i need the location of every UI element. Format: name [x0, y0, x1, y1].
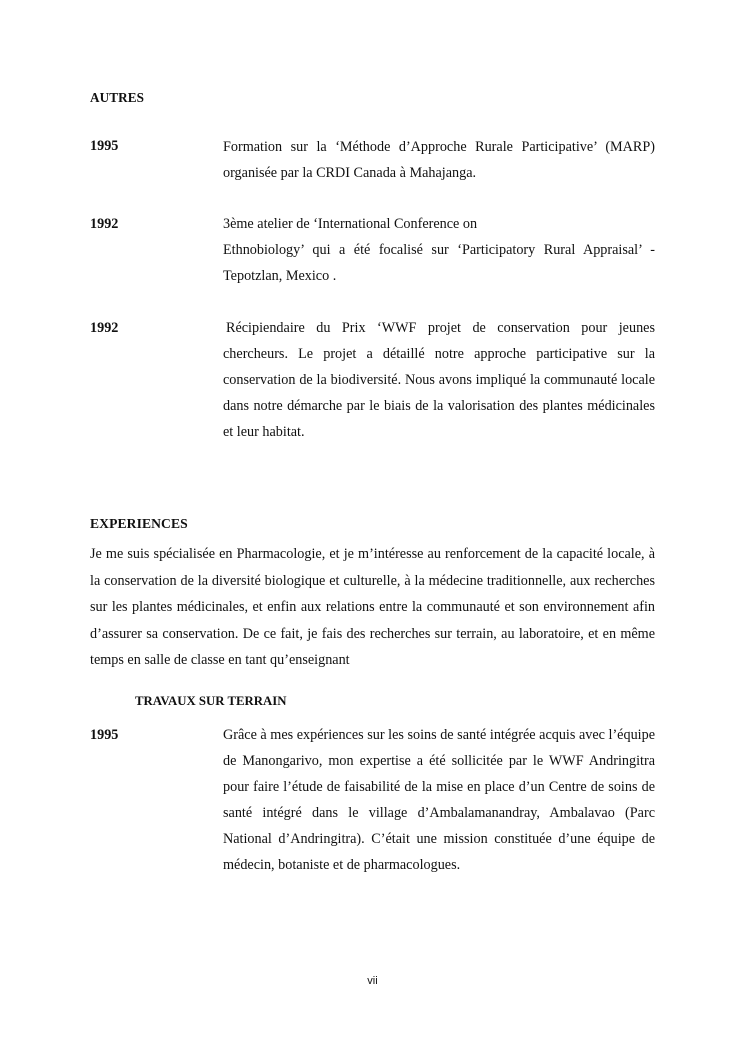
page-number: vii	[367, 975, 378, 987]
entry-description	[223, 211, 655, 289]
entry-year: 1992	[90, 216, 119, 232]
entry-year: 1995	[90, 727, 119, 743]
entry-line: 3ème atelier de ‘International Conference on	[223, 216, 478, 232]
entry-line: Ethnobiology’ qui a été focalisé sur ‘Participatory Rural Appraisal’ -	[223, 242, 655, 258]
subheading-travaux-sur-terrain: TRAVAUX SUR TERRAIN	[135, 694, 287, 708]
entry-line: organisée par la CRDI Canada à Mahajanga.	[223, 165, 477, 181]
entry-year: 1995	[90, 138, 119, 154]
entry-line: Tepotzlan, Mexico .	[223, 268, 337, 284]
entry-year: 1992	[90, 320, 119, 336]
entry-description: Grâce à mes expériences sur les soins de santé intégrée acquis avec l’équipe de Manongarivo, mon expertise a été sollicitée par le WWF Andringitra pour faire l’étude de faisabilité de la mise en place d’un Centre de soins de santé intégré dans le village d’Ambalamanandray, Ambalavao (Parc National d’Andringitra). C’était une mission constituée d’une équipe de médecin, botaniste et de pharmacologues.	[223, 727, 655, 873]
section-heading-autres: AUTRES	[90, 90, 145, 105]
experiences-paragraph: Je me suis spécialisée en Pharmacologie, et je m’intéresse au renforcement de la capacité locale, à la conservation de la diversité biologique et culturelle, à la médecine traditionnelle, aux recherches sur les plantes médicinales, et enfin aux relations entre la communauté et son environnement afin d’assurer sa conservation. De ce fait, je fais des recherches sur terrain, au laboratoire, et en même temps en salle de classe en tant qu’enseignant	[90, 546, 655, 668]
entry-description	[223, 134, 655, 186]
entry-description: Récipiendaire du Prix ‘WWF projet de conservation pour jeunes chercheurs. Le projet a détaillé notre approche participative sur la conservation de la biodiversité. Nous avons impliqué la communauté locale dans notre démarche par le biais de la valorisation des plantes médicinales et leur habitat.	[223, 320, 655, 440]
section-heading-experiences: EXPERIENCES	[90, 516, 188, 531]
entry-line: Formation sur la ‘Méthode d’Approche Rurale Participative’ (MARP)	[223, 139, 655, 155]
